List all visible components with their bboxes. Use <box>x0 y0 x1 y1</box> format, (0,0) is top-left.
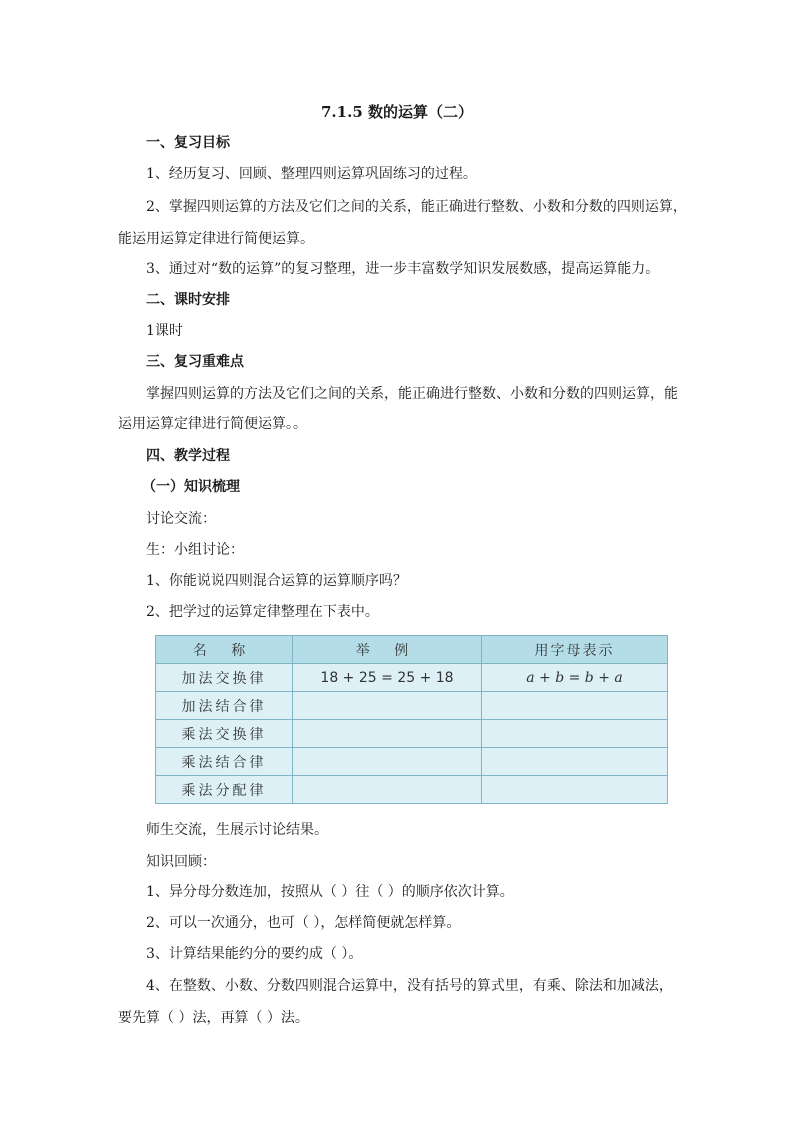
column-header-example: 举 例 <box>293 636 482 664</box>
table-row <box>156 720 668 748</box>
law-formula <box>482 720 668 748</box>
law-name: 乘法分配律 <box>156 776 293 804</box>
paragraph: 生：小组讨论： <box>146 542 244 558</box>
law-name: 乘法交换律 <box>156 720 293 748</box>
column-header-name: 名 称 <box>156 636 293 664</box>
law-example <box>293 748 482 776</box>
section-heading-keypoints: 三、复习重难点 <box>146 354 244 370</box>
law-example: 18 + 25 = 25 + 18 <box>293 664 482 692</box>
law-name: 加法结合律 <box>156 692 293 720</box>
fill-in-question: 3、计算结果能约分的要约成（ ）。 <box>146 946 363 962</box>
law-formula: a + b = b + a <box>482 664 668 692</box>
paragraph: 运用运算定律进行简便运算。。 <box>118 416 307 432</box>
paragraph: 讨论交流： <box>146 511 216 527</box>
paragraph: 能运用运算定律进行简便运算。 <box>118 231 314 247</box>
table-row <box>156 664 668 692</box>
paragraph: 1课时 <box>146 323 183 339</box>
subsection-heading: （一）知识梳理 <box>142 479 240 495</box>
paragraph: 1、经历复习、回顾、整理四则运算巩固练习的过程。 <box>146 166 477 182</box>
table-header-row <box>156 636 668 664</box>
page-title: 7.1.5 数的运算（二） <box>321 103 473 121</box>
table-row <box>156 692 668 720</box>
section-heading-goals: 一、复习目标 <box>146 135 230 151</box>
law-formula <box>482 748 668 776</box>
law-name: 加法交换律 <box>156 664 293 692</box>
table-row <box>156 776 668 804</box>
law-example <box>293 692 482 720</box>
operation-laws-table <box>155 635 668 804</box>
paragraph: 掌握四则运算的方法及它们之间的关系，能正确进行整数、小数和分数的四则运算，能 <box>146 386 678 402</box>
section-heading-schedule: 二、课时安排 <box>146 292 230 308</box>
paragraph: 知识回顾： <box>146 854 216 870</box>
law-formula <box>482 692 668 720</box>
paragraph: 3、通过对“数的运算”的复习整理，进一步丰富数学知识发展数感，提高运算能力。 <box>146 261 660 277</box>
law-example <box>293 776 482 804</box>
law-formula <box>482 776 668 804</box>
paragraph: 2、掌握四则运算的方法及它们之间的关系，能正确进行整数、小数和分数的四则运算， <box>146 199 687 215</box>
fill-in-question: 1、异分母分数连加，按照从（ ）往（ ）的顺序依次计算。 <box>146 884 514 900</box>
table-row <box>156 748 668 776</box>
law-example <box>293 720 482 748</box>
column-header-formula: 用字母表示 <box>482 636 668 664</box>
fill-in-question: 4、在整数、小数、分数四则混合运算中，没有括号的算式里，有乘、除法和加减法， <box>146 978 673 994</box>
fill-in-question: 要先算（ ）法，再算（ ）法。 <box>118 1010 309 1026</box>
paragraph: 师生交流，生展示讨论结果。 <box>146 822 328 838</box>
law-name: 乘法结合律 <box>156 748 293 776</box>
fill-in-question: 2、可以一次通分，也可（ ），怎样简便就怎样算。 <box>146 915 461 931</box>
paragraph: 2、把学过的运算定律整理在下表中。 <box>146 604 379 620</box>
paragraph: 1、你能说说四则混合运算的运算顺序吗？ <box>146 573 407 589</box>
section-heading-process: 四、教学过程 <box>146 448 230 464</box>
